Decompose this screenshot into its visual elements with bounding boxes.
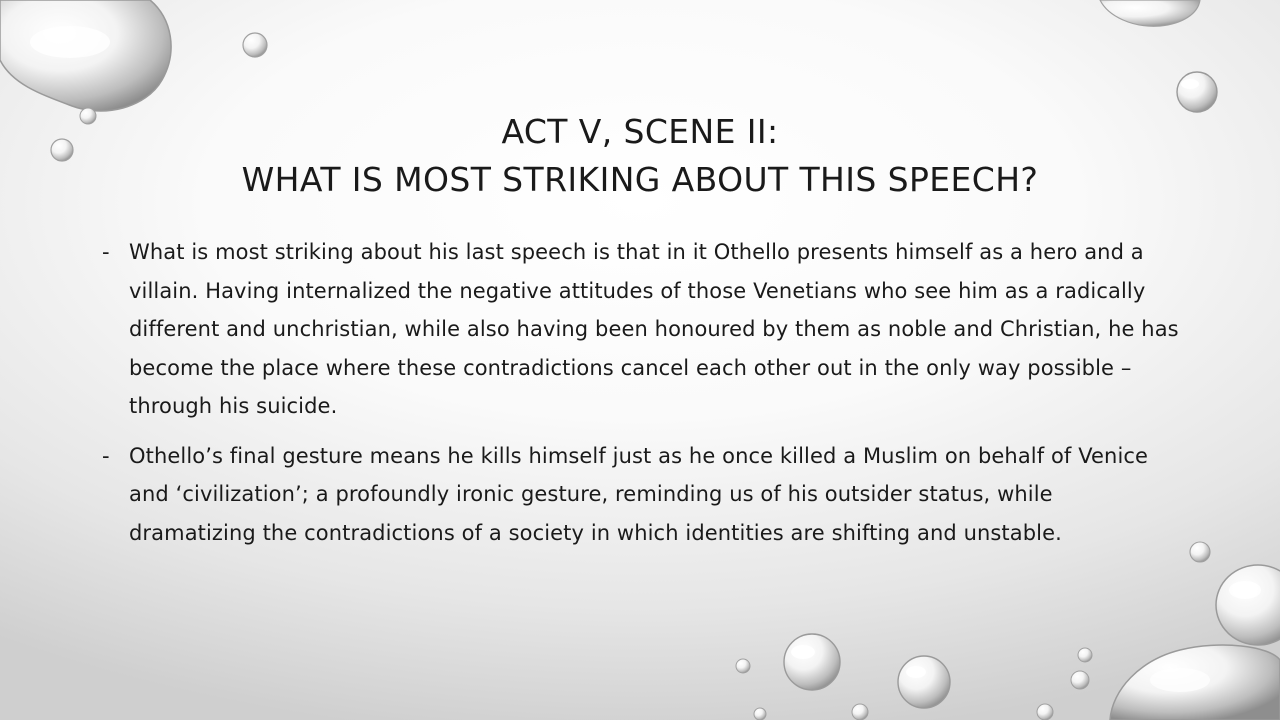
bullet-item (102, 233, 1182, 426)
bullet-marker: - (102, 240, 110, 264)
bullet-text: Othello’s final gesture means he kills himself just as he once killed a Muslim on behalf of Venice and ‘civilization’; a profoundly ironic gesture, reminding us of his outsider status, while dramatizing the contradictions of a society in which identities are shifting and unstable. (129, 443, 1149, 545)
slide-title-line-1: ACT V, SCENE II: (501, 112, 779, 151)
droplet-cluster-bottom-right (1037, 542, 1280, 720)
slide-title (140, 108, 1140, 204)
droplet-cluster-top-right (1100, 0, 1217, 112)
droplet-cluster-bottom-center (736, 634, 950, 720)
bullet-marker: - (102, 443, 110, 468)
bullet-item (102, 437, 1182, 553)
slide-title-line-2: WHAT IS MOST STRIKING ABOUT THIS SPEECH? (241, 160, 1039, 199)
bullet-text: What is most striking about his last speech is that in it Othello presents himself as a hero and a villain. Having internalized the negative attitudes of those Venetians who see him as a radically different and unchristian, while also having been honoured by them as noble and Christian, he has become the place where these contradictions cancel each other out in the only way possible – through his suicide. (129, 240, 1179, 418)
slide-body (102, 233, 1182, 563)
